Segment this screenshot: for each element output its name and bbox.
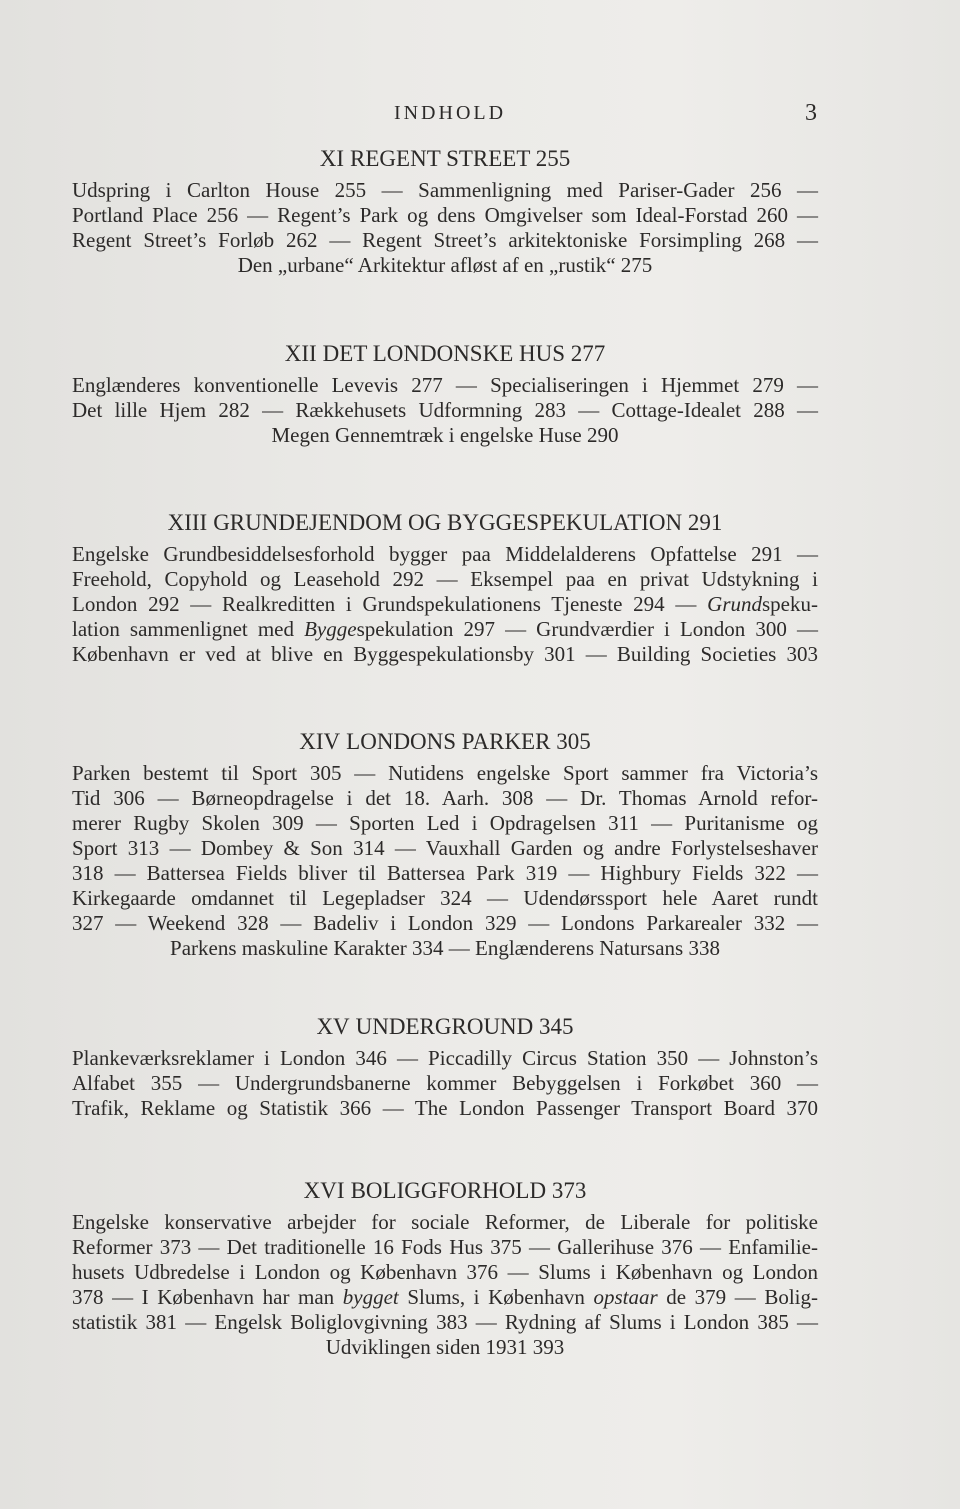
chapter-page: 305 bbox=[556, 729, 591, 754]
toc-line bbox=[72, 617, 818, 642]
chapter-page: 277 bbox=[570, 341, 606, 366]
toc-line: Udspring i Carlton House 255 — Sammenligning med Pariser-Gader 256 — bbox=[72, 178, 818, 202]
toc-line: Parkens maskuline Karakter 334 — Englænderens Natursans 338 bbox=[170, 936, 720, 960]
toc-text: lation sammenlignet med bbox=[72, 617, 305, 641]
toc-line: Englænderes konventionelle Levevis 277 — Specialiseringen i Hjemmet 279 — bbox=[72, 373, 818, 397]
section-heading bbox=[72, 1014, 818, 1040]
toc-line: 327 — Weekend 328 — Badeliv i London 329 — Londons Parkarealer 332 — bbox=[72, 911, 818, 935]
toc-text: spekulation 297 — Grundværdier i London 300 — bbox=[356, 617, 818, 641]
toc-section-xv bbox=[72, 1014, 818, 1121]
section-heading bbox=[72, 341, 818, 367]
toc-section-xi bbox=[72, 146, 818, 278]
toc-section-xiii bbox=[72, 510, 818, 667]
section-heading bbox=[72, 729, 818, 755]
italic-text: Bygge bbox=[304, 617, 357, 641]
chapter-number: XII bbox=[284, 341, 317, 366]
chapter-title: GRUNDEJENDOM OG BYGGESPEKULATION bbox=[213, 510, 683, 535]
toc-line bbox=[72, 1285, 818, 1310]
italic-text: opstaar bbox=[593, 1285, 658, 1309]
toc-line: statistik 381 — Engelsk Boliglovgivning 383 — Rydning af Slums i London 385 — bbox=[72, 1310, 818, 1334]
chapter-title: BOLIGGFORHOLD bbox=[350, 1178, 547, 1203]
toc-text: Slums, i København bbox=[398, 1285, 594, 1309]
italic-text: bygget bbox=[342, 1285, 399, 1309]
toc-line: Den „urbane“ Arkitektur afløst af en „rustik“ 275 bbox=[237, 253, 653, 277]
toc-section-xii bbox=[72, 341, 818, 448]
toc-text: London 292 — Realkreditten i Grundspekulationens Tjeneste 294 — bbox=[72, 592, 708, 616]
toc-line: Udviklingen siden 1931 393 bbox=[325, 1335, 565, 1359]
toc-line: Alfabet 355 — Undergrundsbanerne kommer Bebyggelsen i Forkøbet 360 — bbox=[72, 1071, 818, 1095]
toc-line: Sport 313 — Dombey & Son 314 — Vauxhall Garden og andre Forlystelseshaver bbox=[72, 836, 818, 860]
italic-text: Grund bbox=[707, 592, 762, 616]
toc-text: 378 — I København har man bbox=[72, 1285, 343, 1309]
toc-line: 318 — Battersea Fields bliver til Battersea Park 319 — Highbury Fields 322 — bbox=[72, 861, 818, 885]
toc-line: Regent Street’s Forløb 262 — Regent Street’s arkitektoniske Forsimpling 268 — bbox=[72, 228, 818, 252]
toc-section-xiv bbox=[72, 729, 818, 961]
chapter-title: REGENT STREET bbox=[350, 146, 530, 171]
chapter-number: XI bbox=[319, 146, 345, 171]
toc-text: speku- bbox=[762, 592, 818, 616]
section-heading bbox=[72, 146, 818, 172]
toc-text: de 379 — Bolig- bbox=[657, 1285, 818, 1309]
chapter-number: XVI bbox=[303, 1178, 345, 1203]
toc-line: København er ved at blive en Byggespekulationsby 301 — Building Societies 303 bbox=[72, 642, 818, 666]
chapter-title: UNDERGROUND bbox=[355, 1014, 534, 1039]
toc-section-xvi bbox=[72, 1178, 818, 1360]
toc-line: Parken bestemt til Sport 305 — Nutidens engelske Sport sammer fra Victoria’s bbox=[72, 761, 818, 785]
chapter-title: DET LONDONSKE HUS bbox=[322, 341, 566, 366]
toc-line: Engelske konservative arbejder for sociale Reformer, de Liberale for politiske bbox=[72, 1210, 818, 1234]
toc-line: Portland Place 256 — Regent’s Park og dens Omgivelser som Ideal-Forstad 260 — bbox=[72, 203, 818, 227]
chapter-number: XIII bbox=[167, 510, 208, 535]
toc-line: Megen Gennemtræk i engelske Huse 290 bbox=[271, 423, 619, 447]
toc-line: Reformer 373 — Det traditionelle 16 Fods Hus 375 — Gallerihuse 376 — Enfamilie- bbox=[72, 1235, 818, 1259]
chapter-page: 291 bbox=[687, 510, 723, 535]
chapter-page: 345 bbox=[539, 1014, 574, 1039]
toc-line bbox=[72, 592, 818, 617]
toc-line: husets Udbredelse i London og København 376 — Slums i København og London bbox=[72, 1260, 818, 1284]
page-number: 3 bbox=[805, 100, 817, 126]
chapter-page: 373 bbox=[551, 1178, 587, 1203]
toc-line: Det lille Hjem 282 — Rækkehusets Udformning 283 — Cottage-Idealet 288 — bbox=[72, 398, 818, 422]
section-heading bbox=[72, 510, 818, 536]
toc-line: merer Rugby Skolen 309 — Sporten Led i Opdragelsen 311 — Puritanisme og bbox=[72, 811, 818, 835]
toc-line: Tid 306 — Børneopdragelse i det 18. Aarh. 308 — Dr. Thomas Arnold refor- bbox=[72, 786, 818, 810]
toc-line: Kirkegaarde omdannet til Legepladser 324 — Udendørssport hele Aaret rundt bbox=[72, 886, 818, 910]
running-header: INDHOLD bbox=[393, 102, 507, 124]
chapter-number: XV bbox=[316, 1014, 350, 1039]
chapter-number: XIV bbox=[299, 729, 341, 754]
section-heading bbox=[72, 1178, 818, 1204]
toc-line: Trafik, Reklame og Statistik 366 — The London Passenger Transport Board 370 bbox=[72, 1096, 818, 1120]
chapter-page: 255 bbox=[535, 146, 571, 171]
toc-line: Engelske Grundbesiddelsesforhold bygger paa Middelalderens Opfattelse 291 — bbox=[72, 542, 818, 566]
toc-line: Freehold, Copyhold og Leasehold 292 — Eksempel paa en privat Udstykning i bbox=[72, 567, 818, 591]
chapter-title: LONDONS PARKER bbox=[346, 729, 551, 754]
toc-line: Plankeværksreklamer i London 346 — Piccadilly Circus Station 350 — Johnston’s bbox=[72, 1046, 818, 1070]
